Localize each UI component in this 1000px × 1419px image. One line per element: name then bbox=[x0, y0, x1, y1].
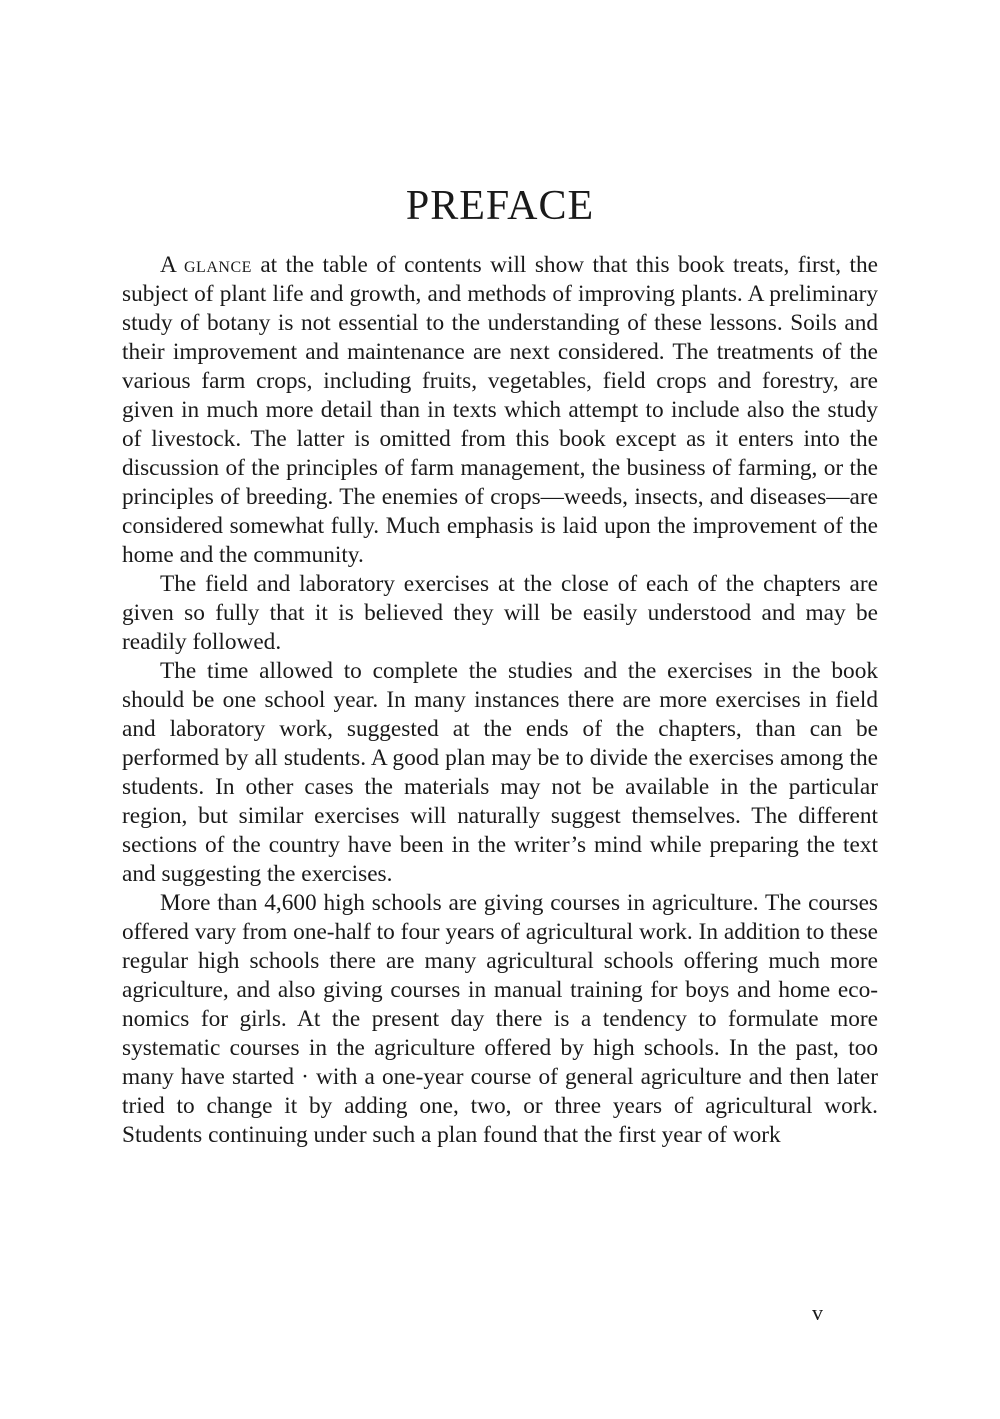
paragraph-1 bbox=[122, 251, 878, 570]
paragraph-4: More than 4,600 high schools are giving courses in agriculture. The courses offered vary from one-half to four years of agricultural work. In addition to these regular high schools there are many agricultural schools offering much more agriculture, and also giving courses in manual training for boys and home economics for girls. At the present day there is a tendency to formulate more systematic courses in the agriculture offered by high schools. In the past, too many have started · with a one-year course of general agriculture and then later tried to change it by adding one, two, or three years of agricultural work. Students continuing under such a plan found that the first year of work bbox=[122, 890, 878, 1148]
lead-word: A bbox=[160, 252, 176, 278]
paragraph-3: The time allowed to complete the studies and the exercises in the book should be one school year. In many instances there are more exercises in field and laboratory work, suggested at the ends of the chapters, than can be performed by all students. A good plan may be to divide the exercises among the students. In other cases the materials may not be available in the particular region, but similar exercises will naturally suggest themselves. The different sections of the country have been in the writer’s mind while preparing the text and suggesting the exercises. bbox=[122, 658, 878, 887]
paragraph-1-text: at the table of contents will show that this book treats, first, the subject of plant life and growth, and methods of improving plants. A preliminary study of botany is not essential to the understanding of these lessons. Soils and their improvement and maintenance are next considered. The treatments of the various farm crops, including fruits, vegetables, field crops and forestry, are given in much more detail than in texts which attempt to include also the study of livestock. The latter is omitted from this book except as it enters into the discussion of the principles of farm management, the business of farming, or the principles of breeding. The enemies of crops—weeds, insects, and diseases—are considered somewhat fully. Much emphasis is laid upon the improvement of the home and the community. bbox=[122, 252, 878, 568]
lead-smallcaps: glance bbox=[184, 252, 252, 278]
page-number: v bbox=[812, 1300, 823, 1325]
page-title: PREFACE bbox=[405, 183, 595, 229]
paragraph-2: The field and laboratory exercises at the close of each of the chapters are given so fully that it is believed they will be easily understood and may be readily followed. bbox=[122, 571, 878, 655]
preface-body bbox=[122, 251, 878, 1150]
